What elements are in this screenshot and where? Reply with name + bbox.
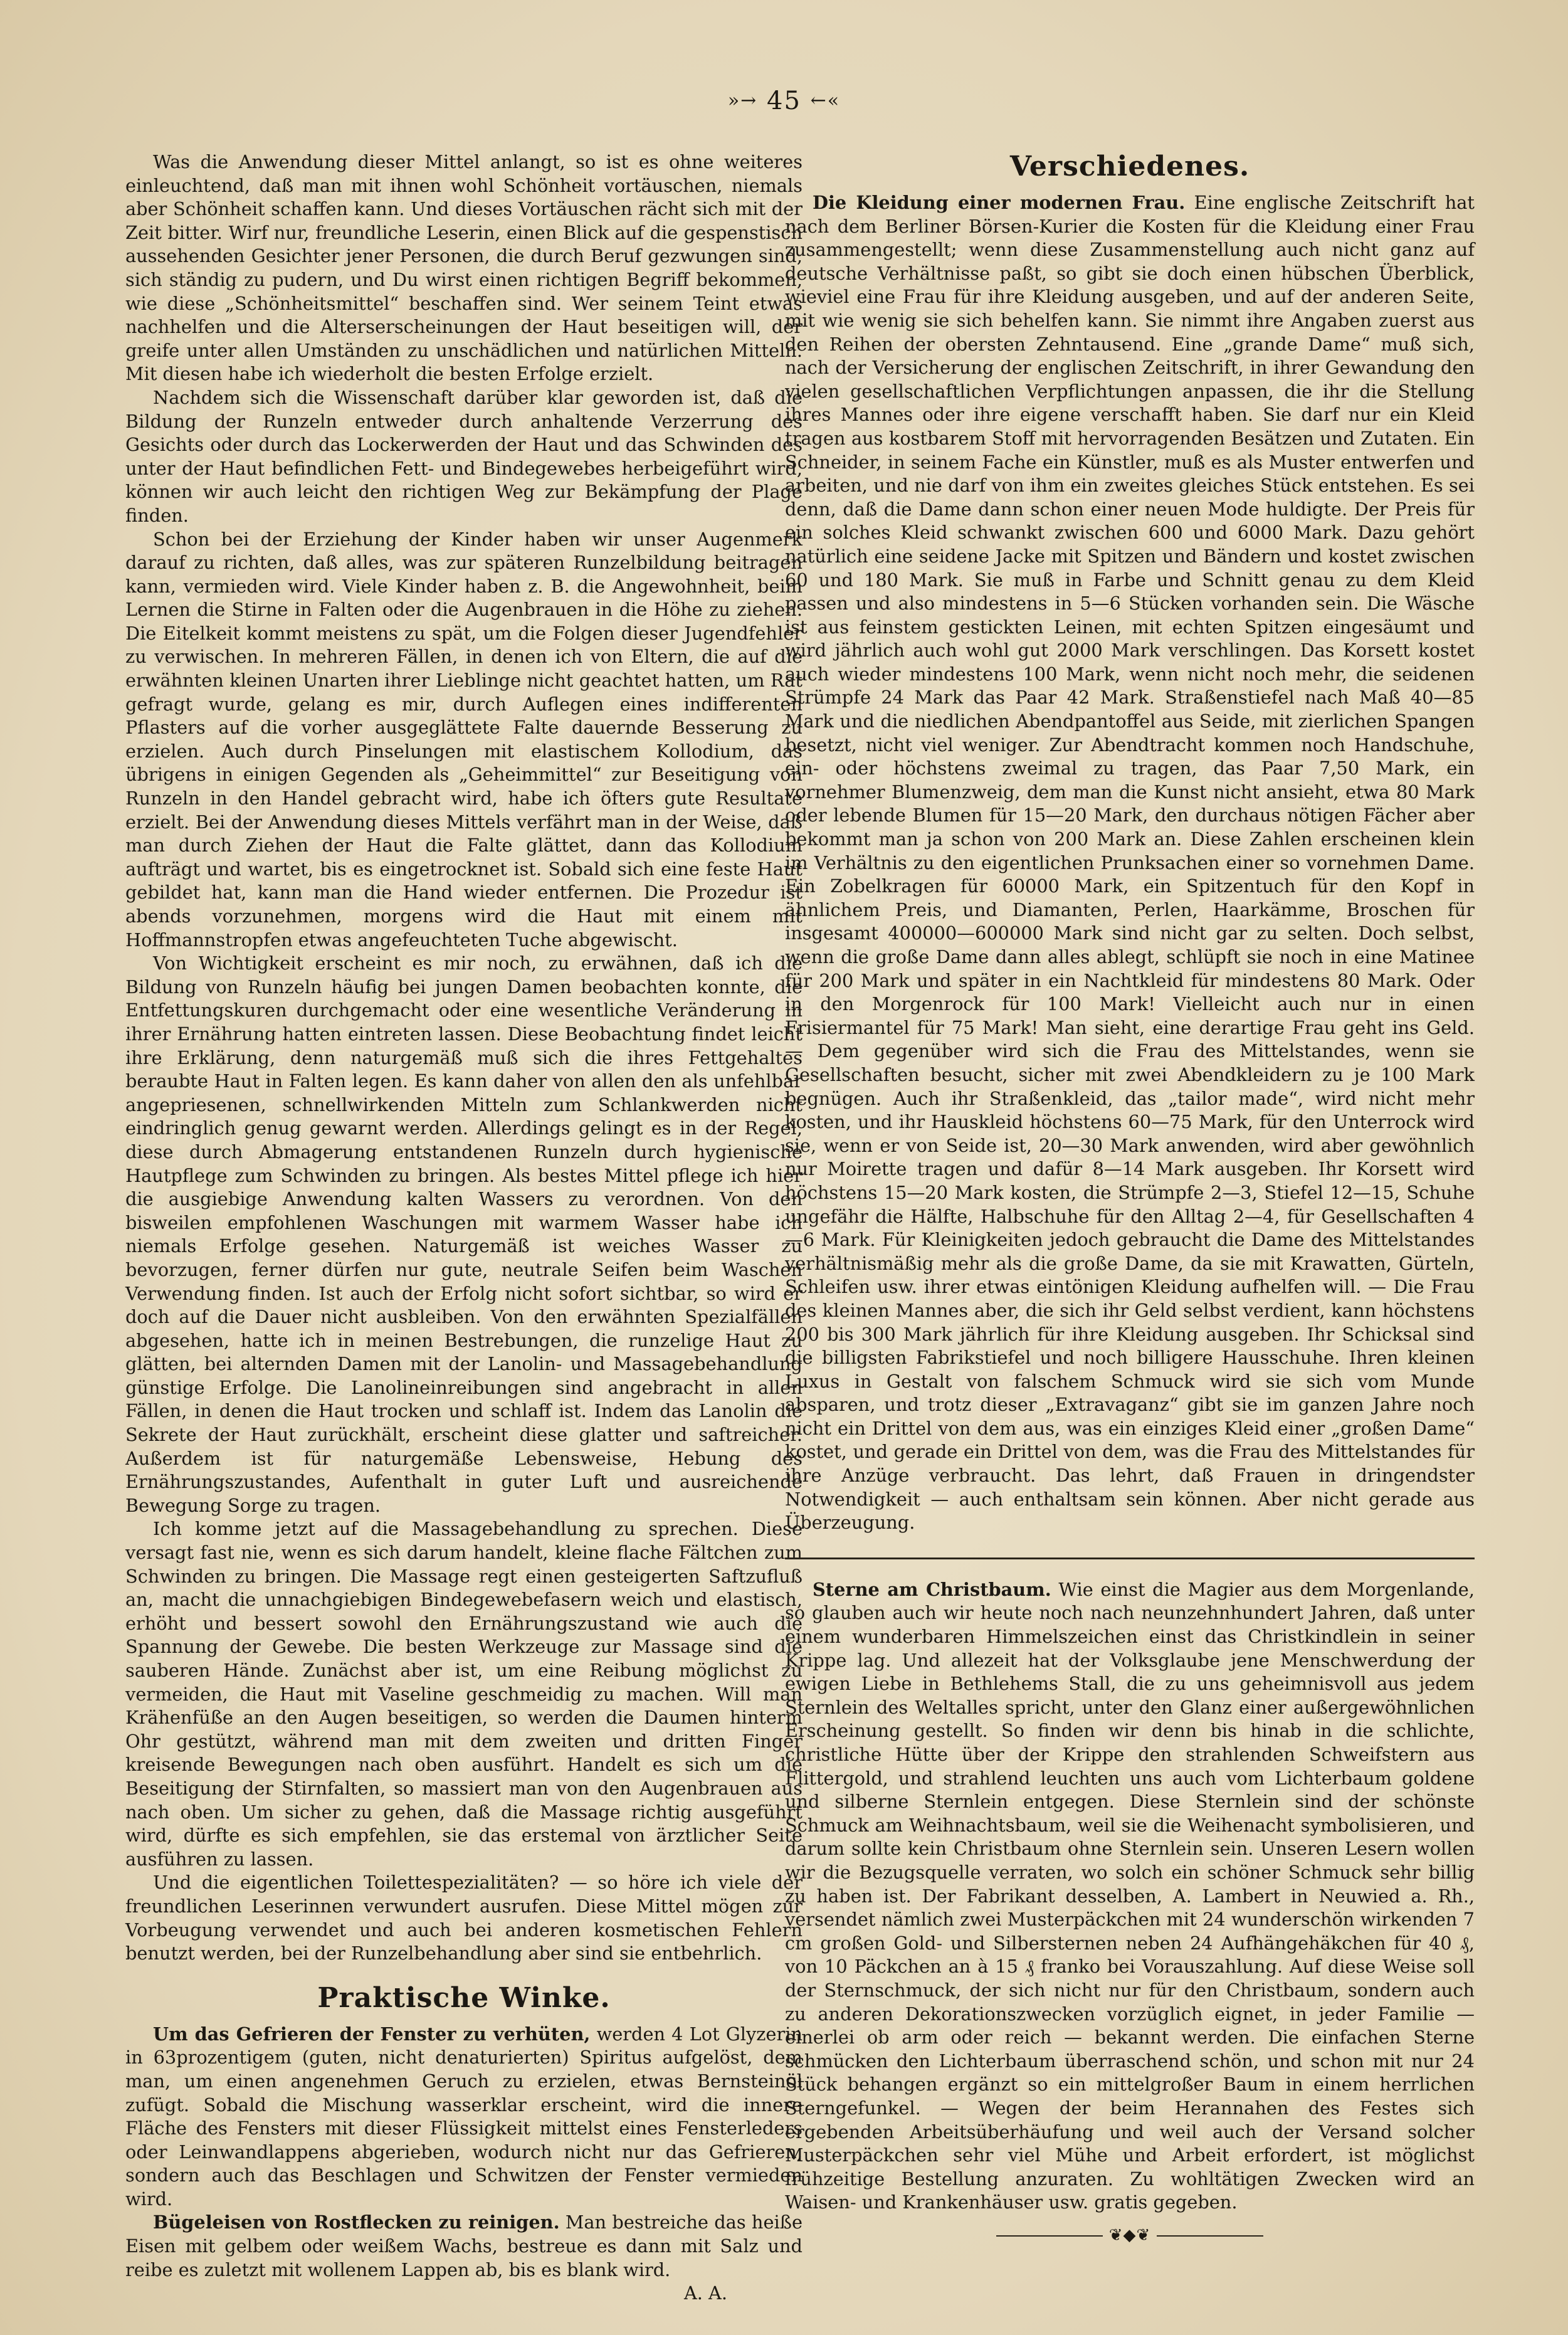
tip-text: Man bestreiche das heiße Eisen mit gelbem oder weißem Wachs, bestreue es dann mit Salz und reibe es zuletzt mit wollenem Lappen ab, bis es blank wird. [125, 2211, 802, 2280]
article-title: Die Kleidung einer modernen Frau. [813, 192, 1186, 213]
article-paragraph: Nachdem sich die Wissenschaft darüber klar geworden ist, daß die Bildung der Runzeln entweder durch anhaltende Verzerrung des Gesichts oder durch das Lockerwerden der Haut und das Schwinden des unter der Haut befindlichen Fett- und Bindegewebes herbeigeführt wird, können wir auch leicht den richtigen Weg zur Bekämpfung der Plage finden. [125, 386, 802, 526]
tip-signature: A. A. [683, 2282, 727, 2304]
article-paragraph: Von Wichtigkeit erscheint es mir noch, zu erwähnen, daß ich die Bildung von Runzeln häufig bei jungen Damen beobachten konnte, die Entfettungskuren durchgemacht oder eine wesentliche Veränderung in ihrer Ernährung hatten eintreten lassen. Diese Beobachtung findet leicht ihre Erklärung, denn naturgemäß muß sich die ihres Fettgehaltes beraubte Haut in Falten legen. Es kann daher von allen den als unfehlbar angepriesenen, schnellwirkenden Mitteln zum Schlankwerden nicht eindringlich genug gewarnt werden. Allerdings gelingt es in der Regel, diese durch Abmagerung entstandenen Runzeln durch hygienische Hautpflege zum Schwinden zu bringen. Als bestes Mittel pflege ich hier die ausgiebige Anwendung kalten Wassers zu verordnen. Von den bisweilen empfohlenen Waschungen mit warmem Wasser habe ich niemals Erfolge gesehen. Naturgemäß ist weiches Wasser zu bevorzugen, ferner dürfen nur gute, neutrale Seifen beim Waschen Verwendung finden. Ist auch der Erfolg nicht sofort sichtbar, so wird er doch auf die Dauer nicht ausbleiben. Von den erwähnten Spezialfällen abgesehen, hatte ich in meinen Bestrebungen, die runzelige Haut zu glätten, bei alternden Damen mit der Lanolin- und Massagebehandlung günstige Erfolge. Die Lanolineinreibungen sind angebracht in allen Fällen, in denen die Haut trocken und schlaff ist. Indem das Lanolin die Sekrete der Haut zurückhält, erscheint diese glatter und saftreicher. Außerdem ist für naturgemäße Lebensweise, Hebung des Ernährungszustandes, Aufenthalt in guter Luft und ausreichende Bewegung Sorge zu tragen. [125, 952, 802, 1516]
tip-paragraph [125, 2023, 802, 2211]
page-number-ornament-left: »→ [727, 90, 758, 112]
ornament-line-left [996, 2235, 1103, 2237]
article-sterne [785, 1578, 1475, 2215]
right-column [785, 150, 1475, 2245]
ornament-glyph: ❦◆❦ [1108, 2225, 1151, 2245]
section-heading-verschiedenes: Verschiedenes. [1009, 150, 1250, 182]
article-title: Sterne am Christbaum. [813, 1578, 1051, 1600]
end-ornament [785, 2226, 1475, 2245]
ornament-line-right [1157, 2235, 1263, 2237]
page-number-header [0, 87, 1568, 115]
article-paragraph: Was die Anwendung dieser Mittel anlangt, so ist es ohne weiteres einleuchtend, daß man mit ihnen wohl Schönheit vortäuschen, niemals aber Schönheit schaffen kann. Und dieses Vortäuschen rächt sich mit der Zeit bitter. Wirf nur, freundliche Leserin, einen Blick auf die gespenstisch aussehenden Gesichter jener Personen, die durch Beruf gezwungen sind, sich ständig zu pudern, und Du wirst einen richtigen Begriff bekommen, wie diese „Schönheitsmittel“ beschaffen sind. Wer seinem Teint etwas nachhelfen und die Alterserscheinungen der Haut beseitigen will, der greife unter allen Umständen zu unschädlichen und natürlichen Mitteln. Mit diesen habe ich wiederholt die besten Erfolge erzielt. [125, 151, 802, 385]
tip-paragraph [125, 2211, 802, 2304]
tip-text: werden 4 Lot Glyzerin in 63prozentigem (guten, nicht denaturierten) Spiritus aufgelöst, dem man, um einen angenehmen Geruch zu erzielen, etwas Bernsteinöl zufügt. Sobald die Mischung wasserklar erscheint, wird die innere Fläche des Fensters mit dieser Flüssigkeit mittelst eines Fensterleders oder Leinwandlappens abgerieben, wodurch nicht nur das Gefrieren, sondern auch das Beschlagen und Schwitzen der Fenster vermieden wird. [125, 2023, 802, 2210]
article-text: Eine englische Zeitschrift hat nach dem Berliner Börsen-Kurier die Kosten für die Kleidung einer Frau zusammengestellt; wenn diese Zusammenstellung auch nicht ganz auf deutsche Verhältnisse paßt, so gibt sie doch einen hübschen Überblick, wieviel eine Frau für ihre Kleidung ausgeben, und auf der anderen Seite, mit wie wenig sie sich behelfen kann. Sie nimmt ihre Angaben zuerst aus den Reihen der obersten Zehntausend. Eine „grande Dame“ muß sich, nach der Versicherung der englischen Zeitschrift, in ihrer Gewandung den vielen gesellschaftlichen Verpflichtungen anpassen, die ihr die Stellung ihres Mannes oder ihre eigene verschafft haben. Sie darf nur ein Kleid tragen aus kostbarem Stoff mit hervorragenden Besätzen und Zutaten. Ein Schneider, in seinem Fache ein Künstler, muß es als Muster entwerfen und arbeiten, und nie darf von ihm ein zweites gleiches Stück entstehen. Es sei denn, daß die Dame dann schon einer neuen Mode huldigte. Der Preis für ein solches Kleid schwankt zwischen 600 und 6000 Mark. Dazu gehört natürlich eine seidene Jacke mit Spitzen und Bändern und kostet zwischen 60 und 180 Mark. Sie muß in Farbe und Schnitt genau zu dem Kleid passen und also mindestens in 5—6 Stücken vorhanden sein. Die Wäsche ist aus feinstem gestickten Leinen, mit echten Spitzen eingesäumt und wird jährlich auch wohl gut 2000 Mark verschlingen. Das Korsett kostet auch wieder mindestens 100 Mark, wenn nicht noch mehr, die seidenen Strümpfe 24 Mark das Paar 42 Mark. Straßenstiefel nach Maß 40—85 Mark und die niedlichen Abendpantoffel aus Seide, mit zierlichen Spangen besetzt, nicht viel weniger. Zur Abendtracht kommen noch Handschuhe, ein- oder höchstens zweimal zu tragen, das Paar 7,50 Mark, ein vornehmer Blumenzweig, dem man die Kunst nicht ansieht, etwa 80 Mark oder lebende Blumen für 15—20 Mark, den durchaus nötigen Fächer aber bekommt man ja schon von 200 Mark an. Diese Zahlen erscheinen klein im Verhältnis zu den eigentlichen Prunksachen einer so vornehmen Dame. Ein Zobelkragen für 60000 Mark, ein Spitzentuch für den Kopf in ähnlichem Preis, und Diamanten, Perlen, Haarkämme, Broschen für insgesamt 400000—600000 Mark sind nicht gar zu selten. Doch selbst, wenn die große Dame dann alles ablegt, schlüpft sie noch in eine Matinee für 200 Mark und später in ein Nachtkleid für mindestens 80 Mark. Oder in den Morgenrock für 100 Mark! Vielleicht auch nur in einen Frisiermantel für 75 Mark! Man sieht, eine derartige Frau geht ins Geld. — Dem gegenüber wird sich die Frau des Mittelstandes, wenn sie Gesellschaften besucht, sicher mit zwei Abendkleidern zu je 100 Mark begnügen. Auch ihr Straßenkleid, das „tailor made“, wird nicht mehr kosten, und ihr Hauskleid höchstens 60—75 Mark, für den Unterrock wird sie, wenn er von Seide ist, 20—30 Mark anwenden, wird aber gewöhnlich nur Moirette tragen und dafür 8—14 Mark ausgeben. Ihr Korsett wird höchstens 15—20 Mark kosten, die Strümpfe 2—3, Stiefel 12—15, Schuhe ungefähr die Hälfte, Halbschuhe für den Alltag 2—4, für Gesellschaften 4—6 Mark. Für Kleinigkeiten jedoch gebraucht die Dame des Mittelstandes verhältnismäßig mehr als die große Dame, da sie mit Krawatten, Gürteln, Schleifen usw. ihrer etwas eintönigen Kleidung aufhelfen will. — Die Frau des kleinen Mannes aber, die sich ihr Geld selbst verdient, kann höchstens 200 bis 300 Mark jährlich für ihre Kleidung ausgeben. Ihr Schicksal sind die billigsten Fabrikstiefel und noch billigere Hausschuhe. Ihren kleinen Luxus in Gestalt von falschem Schmuck wird sie sich vom Munde absparen, und trotz dieser „Extravaganz“ gibt sie im ganzen Jahre noch nicht ein Drittel von dem aus, was ein einziges Kleid einer „großen Dame“ kostet, und gerade ein Drittel von dem, was die Frau des Mittelstandes für ihre Anzüge verbraucht. Das lehrt, daß Frauen in dringendster Notwendigkeit — auch enthaltsam sein können. Aber nicht gerade aus Überzeugung. [785, 192, 1475, 1534]
article-text: Wie einst die Magier aus dem Morgenlande, so glauben auch wir heute noch nach neunzehnhundert Jahren, daß unter einem wunderbaren Himmelszeichen einst das Christkindlein in seiner Krippe lag. Und allezeit hat der Volksglaube jene Menschwerdung der ewigen Liebe in Bethlehems Stall, die zu uns geheimnisvoll aus jedem Sternlein des Weltalles spricht, unter den Glanz einer außergewöhnlichen Erscheinung gestellt. So finden wir denn bis hinab in die schlichte, christliche Hütte über der Krippe den strahlenden Schweifstern aus Flittergold, und strahlend leuchten uns auch vom Lichterbaum goldene und silberne Sternlein entgegen. Diese Sternlein sind der schönste Schmuck am Weihnachtsbaum, weil sie die Weihenacht symbolisieren, und darum sollte kein Christbaum ohne Sternlein sein. Unseren Lesern wollen wir die Bezugsquelle verraten, wo solch ein schöner Schmuck sehr billig zu haben ist. Der Fabrikant desselben, A. Lambert in Neuwied a. Rh., versendet nämlich zwei Musterpäckchen mit 24 wunderschön wirkenden 7 cm großen Gold- und Silbersternen neben 24 Aufhängehäkchen für 40 ₰, von 10 Päckchen an à 15 ₰ franko bei Vorauszahlung. Auf diese Weise soll der Sternschmuck, der sich nicht nur für den Christbaum, sondern auch zu anderen Dekorationszwecken vorzüglich eignet, in jeder Familie — einerlei ob arm oder reich — bekannt werden. Die einfachen Sterne schmücken den Lichterbaum überraschend schön, und schon mit nur 24 Stück behangen ergänzt so ein mittelgroßer Baum in einem herrlichen Sterngefunkel. — Wegen der beim Herannahen des Festes sich ergebenden Arbeitsüberhäufung und weil auch der Versand solcher Musterpäckchen sehr viel Mühe und Arbeit erfordert, ist möglichst frühzeitige Bestellung anzuraten. Zu wohltätigen Zwecken wird an Waisen- und Krankenhäuser usw. gratis gegeben. [785, 1578, 1475, 2213]
column-divider-rule [785, 1558, 1475, 1559]
section-heading-praktische-winke: Praktische Winke. [317, 1981, 611, 2014]
tip-title: Bügeleisen von Rostflecken zu reinigen. [153, 2211, 560, 2233]
article-kleidung [785, 191, 1475, 1535]
left-column [125, 150, 802, 2306]
page-number-ornament-right: ←« [810, 90, 841, 112]
article-paragraph: Und die eigentlichen Toilettespezialitäten? — so höre ich viele der freundlichen Leserinnen verwundert ausrufen. Diese Mittel mögen zur Vorbeugung verwendet und auch bei anderen kosmetischen Fehlern benutzt werden, bei der Runzelbehandlung aber sind sie entbehrlich. [125, 1872, 802, 1964]
tip-title: Um das Gefrieren der Fenster zu verhüten, [153, 2023, 591, 2045]
article-paragraph: Ich komme jetzt auf die Massagebehandlung zu sprechen. Diese versagt fast nie, wenn es sich darum handelt, kleine flache Fältchen zum Schwinden zu bringen. Die Massage regt einen gesteigerten Saftzufluß an, macht die unnachgiebigen Bindegewebefasern weich und elastisch, erhöht und bessert sowohl den Ernährungszustand wie auch die Spannung der Gewebe. Die besten Werkzeuge zur Massage sind die sauberen Hände. Zunächst aber ist, um eine Reibung möglichst zu vermeiden, die Haut mit Vaseline geschmeidig zu machen. Will man Krähenfüße an den Augen beseitigen, so werden die Daumen hinterm Ohr gestützt, während man mit dem zweiten und dritten Finger kreisende Bewegungen nach oben ausführt. Handelt es sich um die Beseitigung der Stirnfalten, so massiert man von den Augenbrauen aus nach oben. Um sicher zu gehen, daß die Massage richtig ausgeführt wird, dürfte es sich empfehlen, sie das erstemal von ärztlicher Seite ausführen zu lassen. [125, 1518, 802, 1870]
article-paragraph: Schon bei der Erziehung der Kinder haben wir unser Augenmerk darauf zu richten, daß alles, was zur späteren Runzelbildung beitragen kann, vermieden wird. Viele Kinder haben z. B. die Angewohnheit, beim Lernen die Stirne in Falten oder die Augenbrauen in die Höhe zu ziehen. Die Eitelkeit kommt meistens zu spät, um die Folgen dieser Jugendfehler zu verwischen. In mehreren Fällen, in denen ich von Eltern, die auf die erwähnten kleinen Unarten ihrer Lieblinge nicht geachtet hatten, um Rat gefragt wurde, gelang es mir, durch Auflegen eines indifferenten Pflasters auf die vorher ausgeglättete Falte dauernde Besserung zu erzielen. Auch durch Pinselungen mit elastischem Kollodium, das übrigens in einigen Gegenden als „Geheimmittel“ zur Beseitigung von Runzeln in den Handel gebracht wird, habe ich öfters gute Resultate erzielt. Bei der Anwendung dieses Mittels verfährt man in der Weise, daß man durch Ziehen der Haut die Falte glättet, dann das Kollodium aufträgt und wartet, bis es eingetrocknet ist. Sobald sich eine feste Haut gebildet hat, kann man die Hand wieder entfernen. Die Prozedur ist abends vorzunehmen, morgens wird die Haut mit einem mit Hoffmannstropfen etwas angefeuchteten Tuche abgewischt. [125, 528, 802, 951]
page-number: 45 [767, 87, 801, 115]
